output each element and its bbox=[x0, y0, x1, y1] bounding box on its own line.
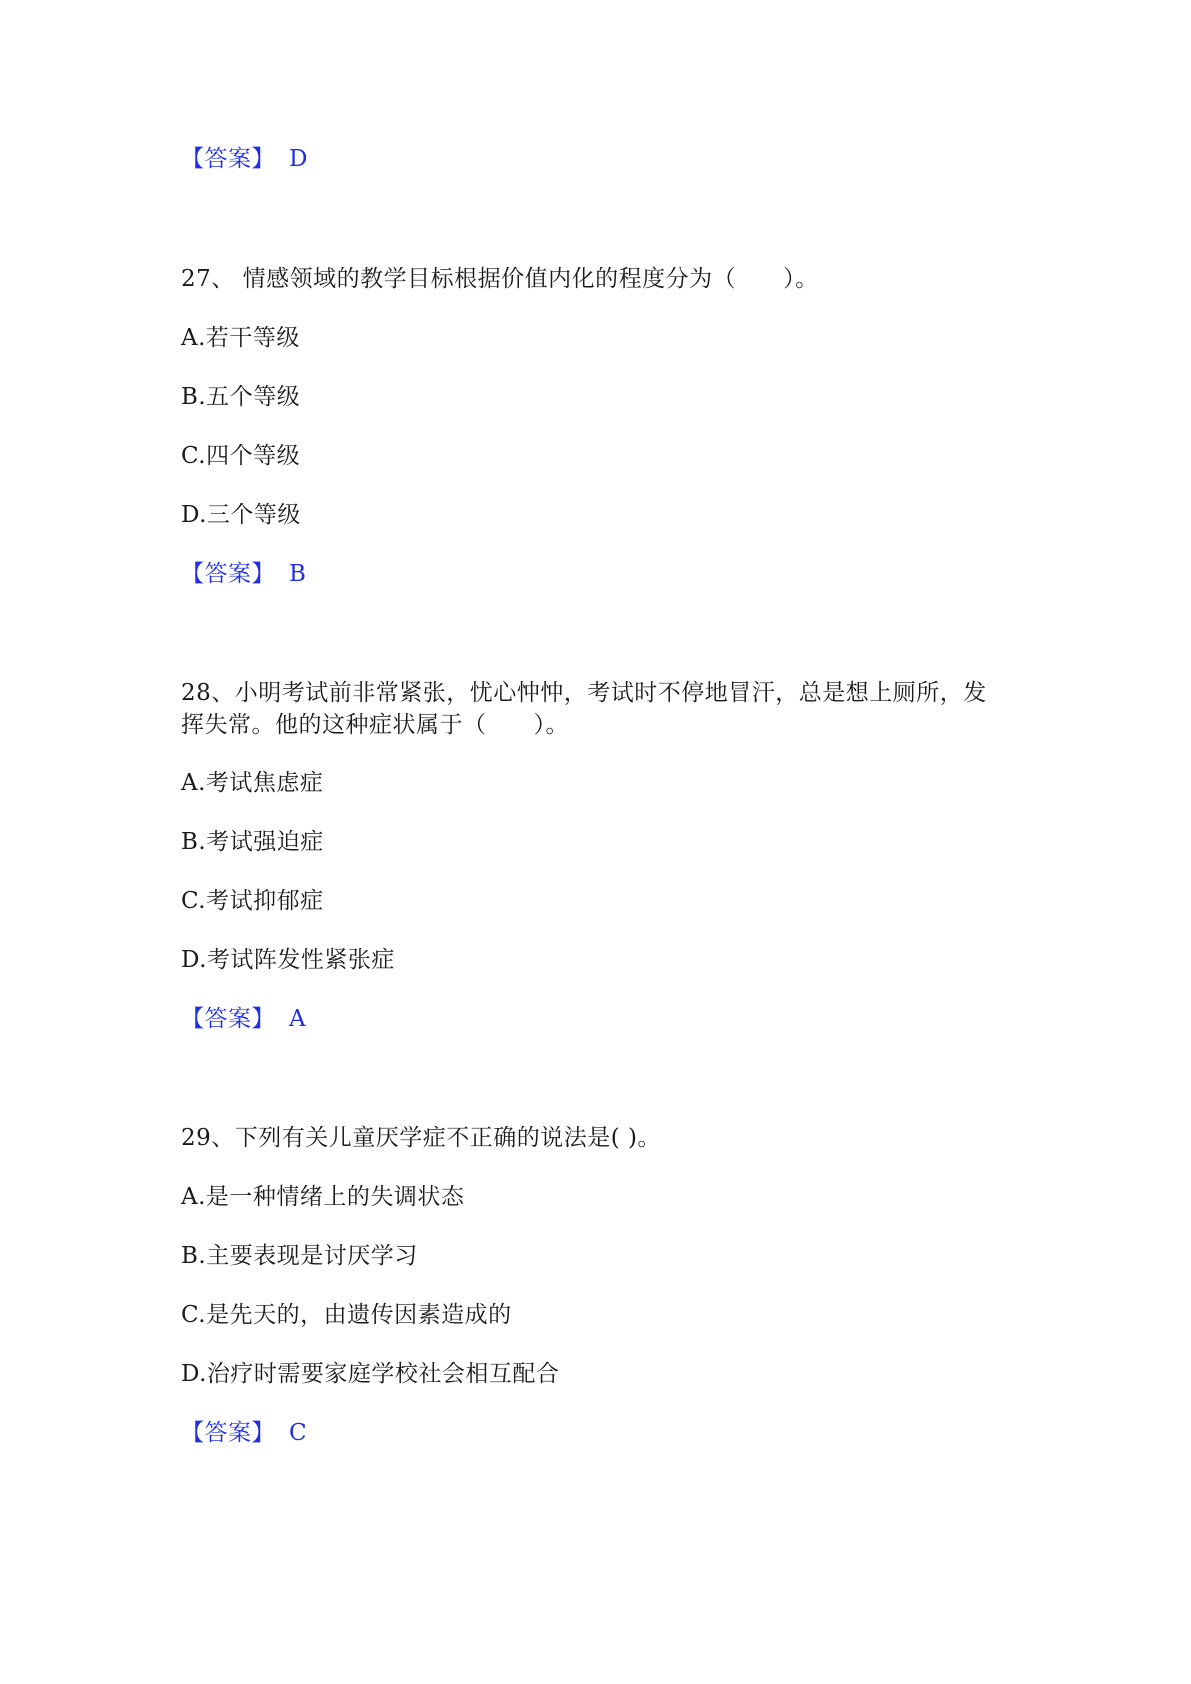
answer-value: B bbox=[289, 561, 307, 587]
answer-value: D bbox=[289, 146, 308, 172]
question-28-stem-line-2: 挥失常。他的这种症状属于（ ）。 bbox=[181, 712, 569, 738]
question-27-option-a: A.若干等级 bbox=[181, 325, 300, 351]
answer-q28 bbox=[181, 1003, 306, 1035]
question-27-option-d: D.三个等级 bbox=[181, 502, 301, 528]
question-29-option-d: D.治疗时需要家庭学校社会相互配合 bbox=[181, 1361, 560, 1387]
answer-label: 【答案】 bbox=[181, 561, 275, 587]
question-29-stem: 29、下列有关儿童厌学症不正确的说法是( )。 bbox=[181, 1125, 662, 1151]
question-28-option-b: B.考试强迫症 bbox=[181, 829, 324, 855]
question-29-option-a: A.是一种情绪上的失调状态 bbox=[181, 1184, 465, 1210]
question-27-option-b: B.五个等级 bbox=[181, 384, 301, 410]
question-29-option-b: B.主要表现是讨厌学习 bbox=[181, 1243, 418, 1269]
answer-value: C bbox=[289, 1420, 308, 1446]
question-28-option-c: C.考试抑郁症 bbox=[181, 888, 324, 914]
question-29-option-c: C.是先天的，由遗传因素造成的 bbox=[181, 1302, 512, 1328]
answer-label: 【答案】 bbox=[181, 146, 275, 172]
answer-label: 【答案】 bbox=[181, 1420, 275, 1446]
question-28-option-d: D.考试阵发性紧张症 bbox=[181, 947, 395, 973]
answer-q26 bbox=[181, 143, 308, 175]
question-28-option-a: A.考试焦虑症 bbox=[181, 770, 324, 796]
question-28-stem-line-1: 28、小明考试前非常紧张，忧心忡忡，考试时不停地冒汗，总是想上厕所，发 bbox=[181, 680, 987, 706]
answer-label: 【答案】 bbox=[181, 1006, 275, 1032]
answer-q29 bbox=[181, 1417, 307, 1449]
answer-q27 bbox=[181, 558, 306, 590]
question-27-stem: 27、 情感领域的教学目标根据价值内化的程度分为（ ）。 bbox=[181, 266, 819, 292]
question-27-option-c: C.四个等级 bbox=[181, 443, 301, 469]
answer-value: A bbox=[289, 1006, 307, 1032]
